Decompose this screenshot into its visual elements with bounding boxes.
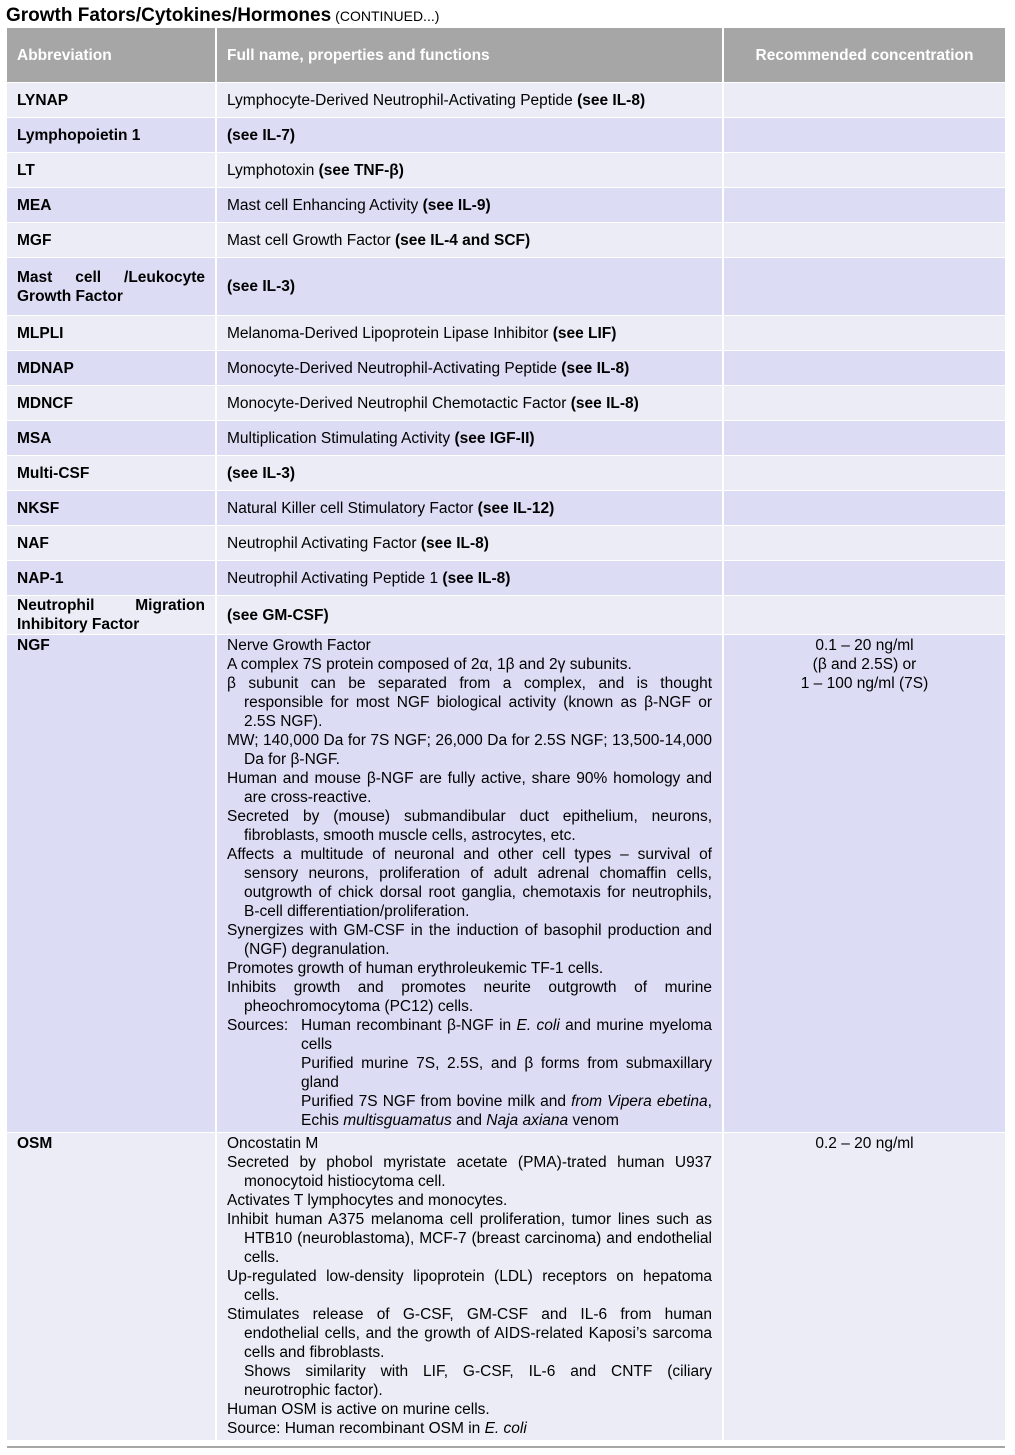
page-subtitle: (CONTINUED...) bbox=[335, 8, 440, 24]
abbreviation-cell: Neutrophil Migration Inhibitory Factor bbox=[7, 596, 216, 635]
concentration-cell bbox=[723, 223, 1005, 258]
table-row bbox=[7, 258, 1005, 316]
table-row bbox=[7, 188, 1005, 223]
concentration-cell bbox=[723, 596, 1005, 635]
full-name-cell bbox=[216, 635, 723, 1133]
table-row bbox=[7, 456, 1005, 491]
full-name-cell bbox=[216, 118, 723, 153]
full-name-cell bbox=[216, 421, 723, 456]
source-text: Source: Human recombinant OSM in bbox=[227, 1420, 481, 1437]
full-name-text: Natural Killer cell Stimulatory Factor bbox=[227, 499, 474, 517]
full-name-text: Mast cell Growth Factor bbox=[227, 231, 391, 249]
concentration-value: (β and 2.5S) or bbox=[812, 656, 917, 673]
table-row bbox=[7, 596, 1005, 635]
abbreviation-cell: MLPLI bbox=[7, 316, 216, 351]
reference-text: (see IL-8) bbox=[561, 359, 630, 377]
concentration-cell bbox=[723, 421, 1005, 456]
table-row bbox=[7, 351, 1005, 386]
reference-text: (see IL-12) bbox=[477, 499, 555, 517]
full-name-text: Nerve Growth Factor bbox=[227, 637, 371, 654]
full-name-text: Lymphotoxin bbox=[227, 161, 315, 179]
full-name-cell bbox=[216, 1133, 723, 1441]
reference-text: (see IL-3) bbox=[227, 464, 296, 482]
full-name-text: Oncostatin M bbox=[227, 1135, 319, 1152]
concentration-cell bbox=[723, 491, 1005, 526]
source-line: Purified murine 7S, 2.5S, and β forms from submaxillary gland bbox=[301, 1055, 712, 1091]
concentration-cell bbox=[723, 83, 1005, 118]
property-paragraph: MW; 140,000 Da for 7S NGF; 26,000 Da for 2.5S NGF; 13,500-14,000 Da for β-NGF. bbox=[227, 732, 712, 768]
full-name-cell bbox=[216, 526, 723, 561]
full-name-cell bbox=[216, 596, 723, 635]
property-paragraph: Inhibits growth and promotes neurite outgrowth of murine pheochromocytoma (PC12) cells. bbox=[227, 979, 712, 1015]
reference-text: (see IL-8) bbox=[577, 91, 646, 109]
source-text: Human recombinant β-NGF in bbox=[301, 1017, 512, 1034]
concentration-cell bbox=[723, 258, 1005, 316]
concentration-cell bbox=[723, 386, 1005, 421]
reference-text: (see IL-7) bbox=[227, 126, 296, 144]
concentration-cell bbox=[723, 188, 1005, 223]
page-header bbox=[6, 5, 439, 27]
source-text: venom bbox=[572, 1112, 619, 1129]
concentration-cell bbox=[723, 351, 1005, 386]
property-paragraph: Inhibit human A375 melanoma cell proliferation, tumor lines such as HTB10 (neuroblastoma), MCF-7 (breast carcinoma) and endothelial cells. bbox=[227, 1211, 712, 1266]
cytokine-table bbox=[7, 28, 1005, 1440]
full-name-cell bbox=[216, 351, 723, 386]
full-name-cell bbox=[216, 153, 723, 188]
concentration-value: 0.2 – 20 ng/ml bbox=[815, 1135, 914, 1152]
abbreviation-cell: MSA bbox=[7, 421, 216, 456]
source-text: and bbox=[456, 1112, 482, 1129]
sources-label: Sources: bbox=[227, 1017, 289, 1034]
abbreviation-cell: MEA bbox=[7, 188, 216, 223]
abbreviation-cell: Mast cell /Leukocyte Growth Factor bbox=[7, 258, 216, 316]
concentration-cell bbox=[723, 526, 1005, 561]
reference-text: (see TNF-β) bbox=[318, 161, 404, 179]
reference-text: (see IL-8) bbox=[570, 394, 639, 412]
abbreviation-cell: MDNAP bbox=[7, 351, 216, 386]
full-name-text: Neutrophil Activating Peptide 1 bbox=[227, 569, 439, 587]
source-line bbox=[227, 1419, 712, 1438]
table-header-row bbox=[7, 28, 1005, 83]
table-row bbox=[7, 386, 1005, 421]
source-organism: Naja axiana bbox=[486, 1112, 569, 1129]
abbreviation-cell: LT bbox=[7, 153, 216, 188]
full-name-text: Neutrophil Activating Factor bbox=[227, 534, 417, 552]
property-paragraph: Shows similarity with LIF, G-CSF, IL-6 and CNTF (ciliary neurotrophic factor). bbox=[244, 1363, 712, 1399]
table-row bbox=[7, 421, 1005, 456]
source-text: Purified 7S NGF from bovine milk and bbox=[301, 1093, 566, 1110]
reference-text: (see IL-8) bbox=[420, 534, 489, 552]
table-row bbox=[7, 316, 1005, 351]
concentration-cell bbox=[723, 561, 1005, 596]
reference-text: (see IL-3) bbox=[227, 278, 296, 295]
full-name-cell bbox=[216, 83, 723, 118]
table-row bbox=[7, 153, 1005, 188]
property-paragraph: Secreted by phobol myristate acetate (PMA)-trated human U937 monocytoid histiocytoma cell. bbox=[227, 1154, 712, 1190]
column-header-abbreviation: Abbreviation bbox=[7, 28, 216, 83]
property-paragraph: Human and mouse β-NGF are fully active, share 90% homology and are cross-reactive. bbox=[227, 770, 712, 806]
full-name-cell bbox=[216, 386, 723, 421]
property-paragraph: Promotes growth of human erythroleukemic TF-1 cells. bbox=[227, 960, 604, 977]
concentration-cell bbox=[723, 118, 1005, 153]
reference-text: (see IL-4 and SCF) bbox=[394, 231, 531, 249]
property-paragraph: Activates T lymphocytes and monocytes. bbox=[227, 1192, 508, 1209]
abbreviation-cell: NAP-1 bbox=[7, 561, 216, 596]
abbreviation-cell: LYNAP bbox=[7, 83, 216, 118]
source-organism: E. coli bbox=[484, 1420, 527, 1437]
abbreviation-cell: MDNCF bbox=[7, 386, 216, 421]
source-organism: multisguamatus bbox=[343, 1112, 452, 1129]
property-paragraph: Human OSM is active on murine cells. bbox=[227, 1401, 490, 1418]
table-row bbox=[7, 561, 1005, 596]
reference-text: (see IL-9) bbox=[422, 196, 491, 214]
table-row bbox=[7, 223, 1005, 258]
source-text: , Echis bbox=[301, 1093, 712, 1129]
table-row bbox=[7, 118, 1005, 153]
concentration-cell bbox=[723, 153, 1005, 188]
abbreviation-cell: NGF bbox=[7, 635, 216, 1133]
property-paragraph: A complex 7S protein composed of 2α, 1β and 2γ subunits. bbox=[227, 656, 632, 673]
table-row-osm bbox=[7, 1133, 1005, 1441]
full-name-text: Lymphocyte-Derived Neutrophil-Activating Peptide bbox=[227, 91, 573, 109]
table-row bbox=[7, 83, 1005, 118]
full-name-text: Monocyte-Derived Neutrophil-Activating Peptide bbox=[227, 359, 557, 377]
column-header-full-name: Full name, properties and functions bbox=[216, 28, 723, 83]
concentration-cell bbox=[723, 1133, 1005, 1441]
source-organism: E. coli bbox=[516, 1017, 560, 1034]
full-name-text: Melanoma-Derived Lipoprotein Lipase Inhibitor bbox=[227, 324, 549, 342]
bottom-rule bbox=[7, 1446, 1005, 1448]
reference-text: (see LIF) bbox=[552, 324, 617, 342]
source-text: and murine myeloma cells bbox=[301, 1017, 712, 1053]
full-name-cell bbox=[216, 258, 723, 316]
property-paragraph: Up-regulated low-density lipoprotein (LDL) receptors on hepatoma cells. bbox=[227, 1268, 712, 1304]
table-row-ngf bbox=[7, 635, 1005, 1133]
table-row bbox=[7, 526, 1005, 561]
abbreviation-cell: Multi-CSF bbox=[7, 456, 216, 491]
full-name-text: Mast cell Enhancing Activity bbox=[227, 196, 419, 214]
source-line bbox=[301, 1016, 712, 1054]
concentration-value: 1 – 100 ng/ml (7S) bbox=[800, 675, 929, 692]
source-organism: from Vipera ebetina bbox=[571, 1093, 708, 1110]
full-name-cell bbox=[216, 491, 723, 526]
abbreviation-cell: Lymphopoietin 1 bbox=[7, 118, 216, 153]
concentration-cell bbox=[723, 635, 1005, 1133]
abbreviation-cell: OSM bbox=[7, 1133, 216, 1441]
sources-block bbox=[227, 1016, 712, 1054]
property-paragraph: Secreted by (mouse) submandibular duct epithelium, neurons, fibroblasts, smooth muscle cells, astrocytes, etc. bbox=[227, 808, 712, 844]
concentration-cell bbox=[723, 456, 1005, 491]
table-row bbox=[7, 491, 1005, 526]
full-name-cell bbox=[216, 223, 723, 258]
abbreviation-cell: NKSF bbox=[7, 491, 216, 526]
reference-text: (see IL-8) bbox=[442, 569, 511, 587]
abbreviation-cell: MGF bbox=[7, 223, 216, 258]
full-name-cell bbox=[216, 316, 723, 351]
full-name-cell bbox=[216, 188, 723, 223]
concentration-cell bbox=[723, 316, 1005, 351]
property-paragraph: Stimulates release of G-CSF, GM-CSF and IL-6 from human endothelial cells, and the growth of AIDS-related Kaposi’s sarcoma cells and fibroblasts. bbox=[227, 1306, 712, 1361]
property-paragraph: β subunit can be separated from a complex, and is thought responsible for most NGF biological activity (known as β-NGF or 2.5S NGF). bbox=[227, 675, 712, 730]
property-paragraph: Synergizes with GM-CSF in the induction of basophil production and (NGF) degranulation. bbox=[227, 922, 712, 958]
source-line bbox=[227, 1092, 712, 1130]
reference-text: (see GM-CSF) bbox=[227, 606, 329, 624]
full-name-text: Monocyte-Derived Neutrophil Chemotactic Factor bbox=[227, 394, 567, 412]
full-name-cell bbox=[216, 456, 723, 491]
abbreviation-cell: NAF bbox=[7, 526, 216, 561]
page-title: Growth Fators/Cytokines/Hormones bbox=[6, 5, 332, 26]
reference-text: (see IGF-II) bbox=[454, 429, 535, 447]
column-header-recommended-concentration: Recommended concentration bbox=[723, 28, 1005, 83]
concentration-value: 0.1 – 20 ng/ml bbox=[815, 637, 914, 654]
full-name-text: Multiplication Stimulating Activity bbox=[227, 429, 451, 447]
full-name-cell bbox=[216, 561, 723, 596]
property-paragraph: Affects a multitude of neuronal and other cell types – survival of sensory neurons, proliferation of adult adrenal chomaffin cells, outgrowth of chick dorsal root ganglia, chemotaxis for neutrophils, B-cell differentiation/proliferation. bbox=[227, 846, 712, 920]
